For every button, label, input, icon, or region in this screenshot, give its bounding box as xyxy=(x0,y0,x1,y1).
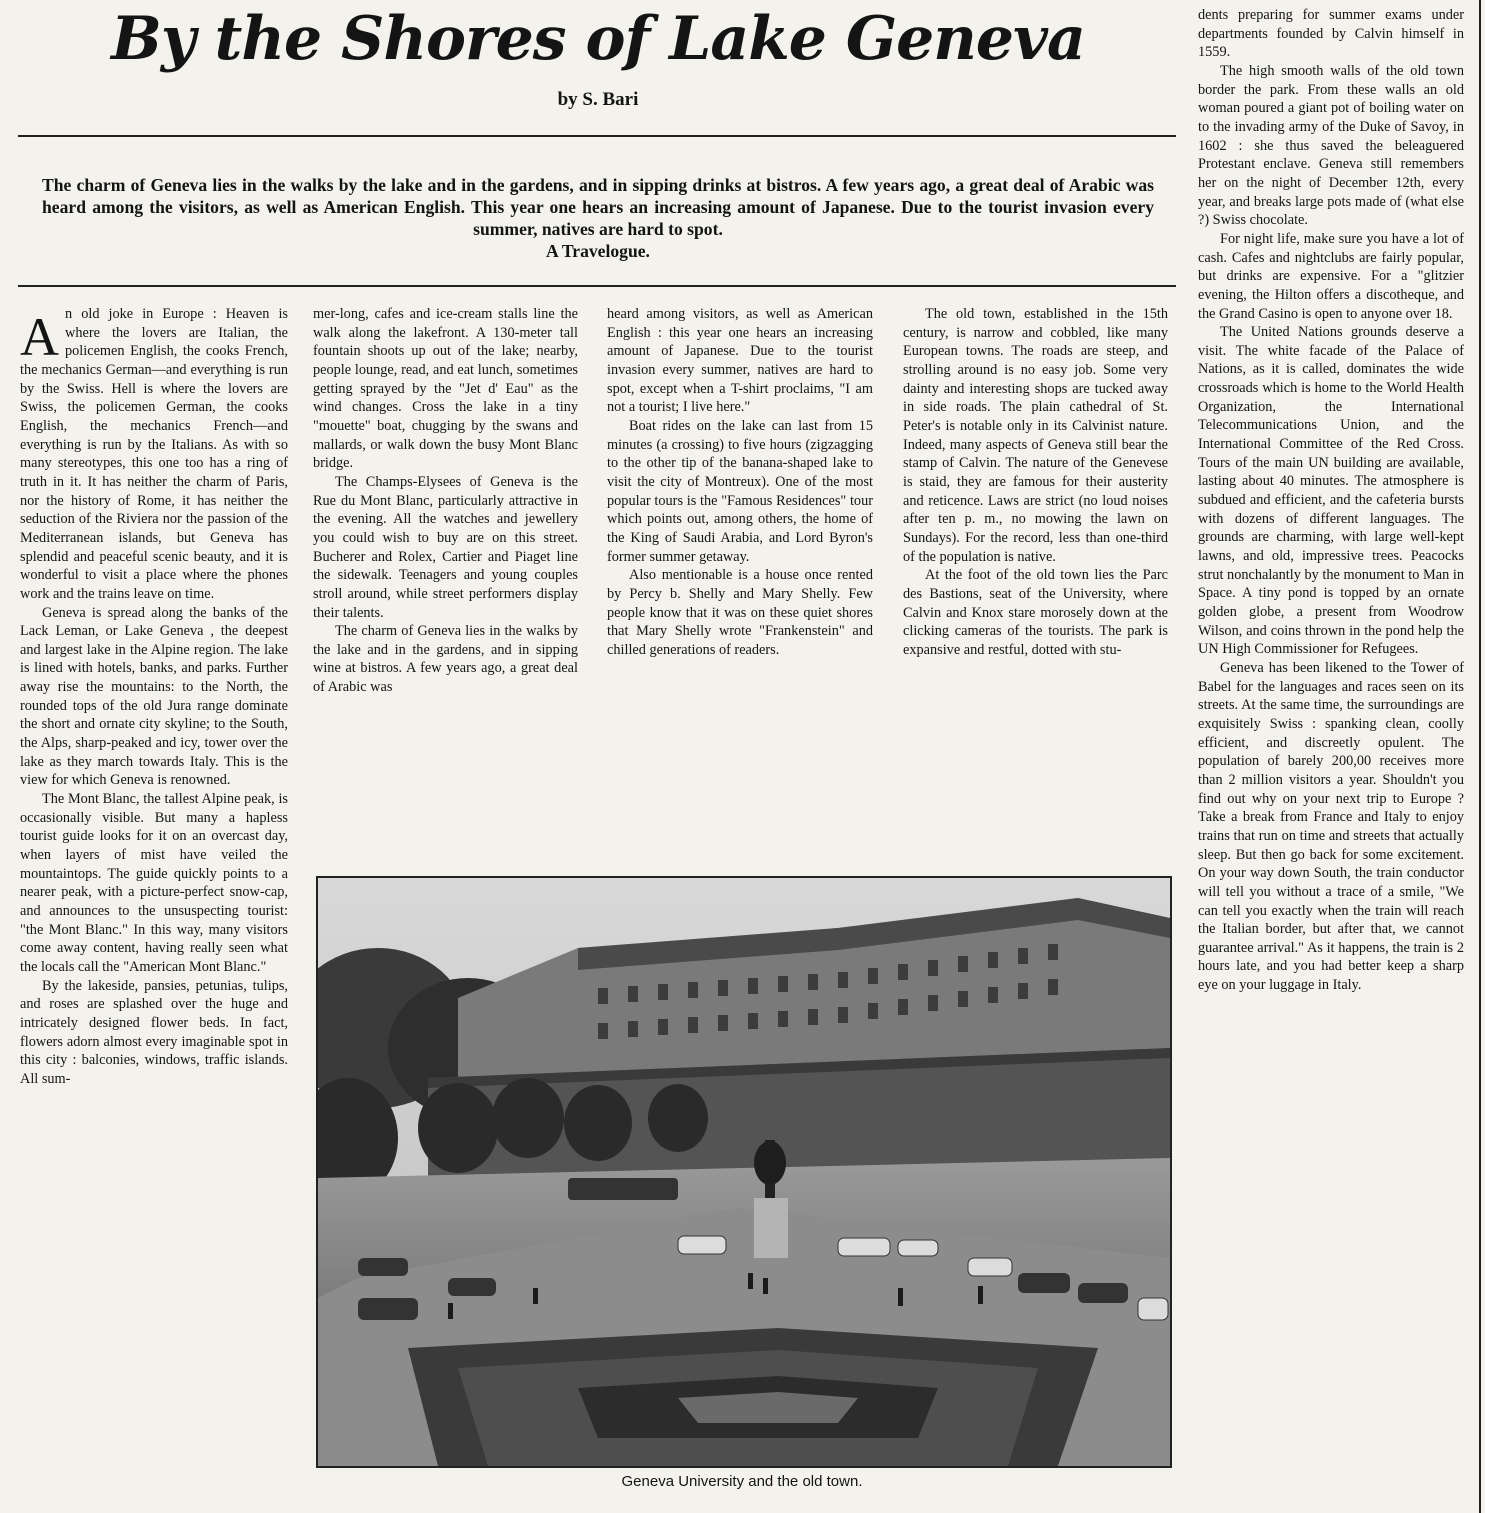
column-1-paragraph xyxy=(20,305,288,604)
column-2-paragraph: mer-long, cafes and ice-cream stalls line the walk along the lakefront. A 130-meter tall fountain shoots up out of the lake; nearby, people lounge, read, and eat lunch, sometimes getting sprayed by the "Jet d' Eau" as the wind changes. Cross the lake in a tiny "mouette" boat, chugging by the swans and mallards, or walk down the busy Mont Blanc bridge. xyxy=(313,306,578,472)
column-5-paragraph: Geneva has been likened to the Tower of Babel for the languages and races seen on its streets. At the same time, the surroundings are exquisitely Swiss : spanking clean, coolly efficient, and discreetly opulent. The population of barely 200,00 receives more than 2 million visitors a year. Shouldn't you find out why on your next trip to Europe ? Take a break from France and Italy to enjoy trains that run on time and streets that actually sleep. But then go back for some excitement. On your way down South, the train conductor will tell you without a trace of a smile, "We can tell you exactly when the train will reach the Italian border, but after that, we cannot guarantee arrival." As it happens, the train is 2 hours late, and you had better keep a sharp eye on your luggage in Italy. xyxy=(1198,659,1464,994)
drop-cap: A xyxy=(20,307,59,367)
column-2-paragraph: The charm of Geneva lies in the walks by the lake and in the gardens, and in sipping wine at bistros. A few years ago, a great deal of Arabic was xyxy=(313,623,578,696)
column-5-paragraph: The high smooth walls of the old town border the park. From these walls an old woman poured a giant pot of boiling water on to the invading army of the Duke of Savoy, in 1602 : she thus saved the beleaguered Protestant enclave. Geneva still remembers her on the night of December 12th, every year, and breaks large pots made of (what else ?) Swiss chocolate. xyxy=(1198,62,1464,229)
column-1-paragraph: By the lakeside, pansies, petunias, tulips, and roses are splashed over the huge and intricately designed flower beds. In fact, flowers adorn almost every imaginable spot in this city : balconies, windows, traffic islands. All sum- xyxy=(20,977,288,1087)
article-column-3 xyxy=(607,305,873,855)
column-5-paragraph: The United Nations grounds deserve a visit. The white facade of the Palace of Nations, as it is called, dominates the wide crossroads which is home to the World Health Organization, the International Telecommunications Union, and the International Committee of the Red Cross. Tours of the main UN building are available, lasting about 40 minutes. The atmosphere is subdued and efficient, and the cafeteria bursts with dozens of different languages. The grounds are charming, with large well-kept lawns, and old, impressive trees. Peacocks strut nonchalantly by the monument to Man in Space. A tiny pond is topped by an ornate golden globe, a present from Woodrow Wilson, and coins thrown in the pond help the UN High Commissioner for Refugees. xyxy=(1198,324,1464,658)
column-4-paragraph: At the foot of the old town lies the Parc des Bastions, seat of the University, where Calvin and Knox stare morosely down at the clicking cameras of the tourists. The park is expansive and restful, dotted with stu- xyxy=(903,567,1168,658)
article-photo xyxy=(316,876,1172,1468)
column-2-paragraph: The Champs-Elysees of Geneva is the Rue du Mont Blanc, particularly attractive in the evening. All the watches and jewellery you could wish to buy are on this street. Bucherer and Rolex, Cartier and Piaget line the sidewalk. Teenagers and young couples stroll around, while street performers display their talents. xyxy=(313,473,578,621)
column-5-paragraph: dents preparing for summer exams under departments founded by Calvin himself in 1559. xyxy=(1198,7,1464,61)
column-3-paragraph: Boat rides on the lake can last from 15 minutes (a crossing) to five hours (zigzagging to the other tip of the banana-shaped lake to visit the city of Montreux). One of the most popular tours is the "Famous Residences" tour which points out, among others, the home of the King of Saudi Arabia, and Lord Byron's former summer getaway. xyxy=(607,417,873,565)
column-3-paragraph: heard among visitors, as well as American English : this year one hears an increasing amount of Japanese. Due to the tourist invasion every summer, natives are hard to spot, except when a T-shirt proclaims, "I am not a tourist; I live here." xyxy=(607,306,873,416)
deck-rule xyxy=(18,285,1176,287)
article-column-1 xyxy=(20,305,288,1510)
article-byline: by S. Bari xyxy=(557,89,639,110)
article-title: By the Shores of Lake Geneva xyxy=(111,4,1085,74)
paragraph-text: n old joke in Europe : Heaven is where the lovers are Italian, the policemen English, the cooks French, the mechanics German—and everything is run by the Swiss. Hell is where the lovers are Swiss, the policemen German, the cooks English, the mechanics French—and everything is run by the Italians. As with so many stereotypes, this one too has a ring of truth in it. It has neither the charm of Paris, nor the history of Rome, it has neither the seduction of the Riviera nor the passion of the Mediterranean islands, but Geneva has splendid and peaceful scenic beauty, and it is wonderful to visit a place where the phones work and the trains leave on time. xyxy=(20,306,288,602)
deck-tag: A Travelogue. xyxy=(546,241,650,261)
title-rule xyxy=(18,135,1176,137)
page-edge-border xyxy=(1479,0,1481,1513)
column-1-paragraph: The Mont Blanc, the tallest Alpine peak, is occasionally visible. But many a hapless tourist guide looks for it on an overcast day, when layers of mist have veiled the mountaintops. The guide quickly points to a nearer peak, with a picture-perfect snow-cap, and announces to the unsuspecting tourist: "the Mont Blanc." In this way, many visitors come away content, having really seen what the locals call the "American Mont Blanc." xyxy=(20,791,288,975)
article-column-2 xyxy=(313,305,578,850)
column-4-paragraph: The old town, established in the 15th century, is narrow and cobbled, like many European towns. The roads are steep, and strolling around is no easy job. Some very dainty and interesting shops are tucked away in side roads. The plain cathedral of St. Peter's is notable only in its Calvinist nature. Indeed, many aspects of Geneva still bear the stamp of Calvin. The nature of the Genevese is staid, they are famous for their austerity and reticence. Laws are strict (no loud noises after ten p. m., no mowing the lawn on Sundays). For the record, less than one-third of the population is native. xyxy=(903,306,1168,565)
article-column-5 xyxy=(1198,6,1464,1511)
article-column-4 xyxy=(903,305,1168,850)
deck-text: The charm of Geneva lies in the walks by the lake and in the gardens, and in sipping drinks at bistros. A few years ago, a great deal of Arabic was heard among the visitors, as well as American English. This year one hears an increasing amount of Japanese. Due to the tourist invasion every summer, natives are hard to spot. xyxy=(42,175,1154,239)
photo-caption: Geneva University and the old town. xyxy=(621,1473,863,1490)
article-deck xyxy=(42,174,1154,262)
geneva-square-photo xyxy=(318,878,1170,1466)
column-5-paragraph: For night life, make sure you have a lot of cash. Cafes and nightclubs are fairly popular, but drinks are expensive. For a "glitzier evening, the Hilton offers a discotheque, and the Grand Casino is open to anyone over 18. xyxy=(1198,230,1464,322)
column-3-paragraph: Also mentionable is a house once rented by Percy b. Shelly and Mary Shelly. Few people know that it was on these quiet shores that Mary Shelly wrote "Frankenstein" and chilled generations of readers. xyxy=(607,567,873,658)
column-1-paragraph: Geneva is spread along the banks of the Lack Leman, or Lake Geneva , the deepest and largest lake in the Alpine region. The lake is lined with hotels, banks, and parks. Further away rise the mountains: to the North, the rounded tops of the old Jura range dominate the short and ornate city skyline; to the South, the Alps, sharp-peaked and icy, tower over the lake as they march towards Italy. This is the view for which Geneva is renowned. xyxy=(20,604,288,789)
